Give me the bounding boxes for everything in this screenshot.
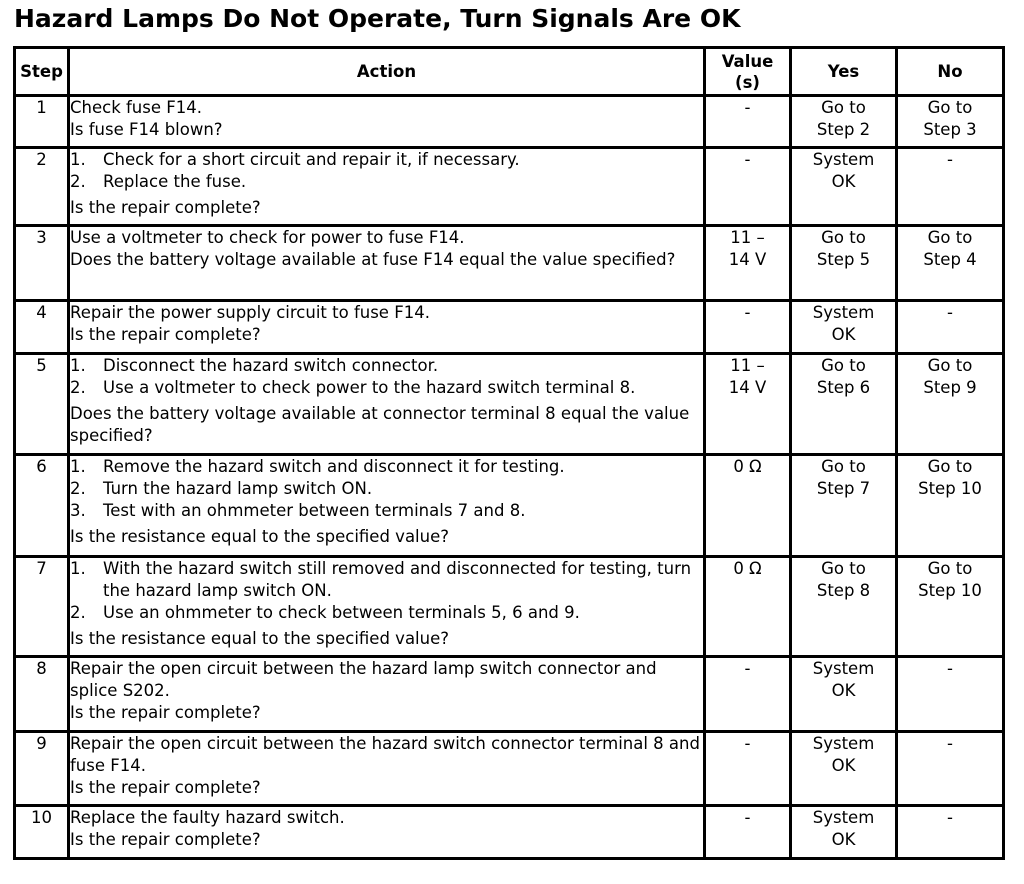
value-cell bbox=[705, 732, 791, 806]
action-cell bbox=[69, 455, 705, 557]
action-line: Is fuse F14 blown? bbox=[70, 120, 223, 139]
action-step-number: 2. bbox=[70, 172, 86, 191]
step-number: 8 bbox=[15, 657, 69, 732]
action-step-text: Test with an ohmmeter between terminals 7 and 8. bbox=[103, 501, 526, 520]
action-step-item bbox=[70, 456, 703, 478]
no-cell-text: - bbox=[947, 303, 953, 322]
step-number: 2 bbox=[15, 148, 69, 226]
step-number: 4 bbox=[15, 301, 69, 354]
no-cell bbox=[897, 354, 1004, 455]
action-step-item bbox=[70, 558, 703, 602]
no-cell bbox=[897, 806, 1004, 859]
yes-cell-text: System OK bbox=[812, 303, 875, 344]
action-cell bbox=[69, 226, 705, 301]
no-cell bbox=[897, 226, 1004, 301]
header-value-label: Value (s) bbox=[721, 51, 774, 92]
value-cell bbox=[705, 96, 791, 148]
table-row bbox=[15, 301, 1004, 354]
yes-cell bbox=[791, 354, 897, 455]
value-cell bbox=[705, 806, 791, 859]
action-line: Use a voltmeter to check for power to fuse F14. bbox=[70, 228, 465, 247]
action-step-text: Turn the hazard lamp switch ON. bbox=[103, 479, 373, 498]
table-row bbox=[15, 732, 1004, 806]
action-step-number: 1. bbox=[70, 356, 86, 375]
table-row bbox=[15, 557, 1004, 657]
no-cell bbox=[897, 732, 1004, 806]
action-line: Repair the open circuit between the hazard switch connector terminal 8 and fuse F14. bbox=[70, 734, 700, 775]
yes-cell bbox=[791, 301, 897, 354]
action-step-text: Replace the fuse. bbox=[103, 172, 247, 191]
action-steps-list bbox=[70, 456, 703, 522]
value-cell-text: - bbox=[744, 150, 751, 169]
page-title: Hazard Lamps Do Not Operate, Turn Signals Are OK bbox=[14, 4, 741, 33]
value-cell bbox=[705, 354, 791, 455]
table-row bbox=[15, 806, 1004, 859]
table-row bbox=[15, 354, 1004, 455]
yes-cell-text: Go to Step 7 bbox=[816, 457, 871, 498]
action-line: Does the battery voltage available at fuse F14 equal the value specified? bbox=[70, 250, 676, 269]
action-question: Does the battery voltage available at connector terminal 8 equal the value specified? bbox=[70, 404, 690, 445]
action-cell bbox=[69, 96, 705, 148]
step-number: 1 bbox=[15, 96, 69, 148]
action-cell bbox=[69, 557, 705, 657]
header-row bbox=[15, 48, 1004, 96]
no-cell bbox=[897, 557, 1004, 657]
yes-cell-text: Go to Step 6 bbox=[816, 356, 871, 397]
action-cell bbox=[69, 148, 705, 226]
action-step-number: 2. bbox=[70, 479, 86, 498]
action-line: Repair the power supply circuit to fuse F14. bbox=[70, 303, 430, 322]
no-cell-text: Go to Step 10 bbox=[918, 457, 982, 498]
table-row bbox=[15, 96, 1004, 148]
action-line: Is the repair complete? bbox=[70, 830, 261, 849]
value-cell-text: - bbox=[744, 734, 751, 753]
table-row bbox=[15, 455, 1004, 557]
value-cell-text: - bbox=[744, 659, 751, 678]
yes-cell-text: Go to Step 2 bbox=[816, 98, 871, 139]
diagnostic-table bbox=[13, 46, 1005, 860]
no-cell-text: - bbox=[947, 150, 953, 169]
yes-cell-text: Go to Step 5 bbox=[816, 228, 871, 269]
action-question: Is the resistance equal to the specified value? bbox=[70, 629, 450, 648]
action-step-number: 3. bbox=[70, 501, 86, 520]
table-row bbox=[15, 148, 1004, 226]
action-steps-list bbox=[70, 149, 703, 193]
step-number: 3 bbox=[15, 226, 69, 301]
header-action: Action bbox=[69, 48, 705, 96]
yes-cell bbox=[791, 148, 897, 226]
no-cell bbox=[897, 301, 1004, 354]
action-cell bbox=[69, 732, 705, 806]
action-step-text: With the hazard switch still removed and disconnected for testing, turn the hazard lamp switch ON. bbox=[103, 559, 692, 600]
action-question: Is the resistance equal to the specified value? bbox=[70, 527, 450, 546]
action-step-number: 1. bbox=[70, 150, 86, 169]
yes-cell bbox=[791, 657, 897, 732]
action-step-item bbox=[70, 602, 703, 624]
action-line: Is the repair complete? bbox=[70, 325, 261, 344]
table-row bbox=[15, 657, 1004, 732]
no-cell-text: Go to Step 9 bbox=[923, 356, 977, 397]
step-number: 9 bbox=[15, 732, 69, 806]
yes-cell bbox=[791, 557, 897, 657]
action-line: Check fuse F14. bbox=[70, 98, 202, 117]
yes-cell-text: System OK bbox=[812, 808, 875, 849]
action-steps-list bbox=[70, 558, 703, 624]
action-step-item bbox=[70, 478, 703, 500]
step-number: 10 bbox=[15, 806, 69, 859]
no-cell bbox=[897, 657, 1004, 732]
action-step-number: 2. bbox=[70, 603, 86, 622]
step-number: 6 bbox=[15, 455, 69, 557]
action-cell bbox=[69, 301, 705, 354]
action-line: Is the repair complete? bbox=[70, 703, 261, 722]
action-cell bbox=[69, 657, 705, 732]
value-cell-text: 0 Ω bbox=[733, 457, 762, 476]
action-step-item bbox=[70, 149, 703, 171]
action-step-number: 1. bbox=[70, 457, 86, 476]
value-cell-text: - bbox=[744, 808, 751, 827]
header-value bbox=[705, 48, 791, 96]
action-step-number: 2. bbox=[70, 378, 86, 397]
yes-cell-text: Go to Step 8 bbox=[816, 559, 871, 600]
value-cell-text: - bbox=[744, 98, 751, 117]
action-question: Is the repair complete? bbox=[70, 198, 261, 217]
value-cell bbox=[705, 301, 791, 354]
action-line: Replace the faulty hazard switch. bbox=[70, 808, 345, 827]
action-step-number: 1. bbox=[70, 559, 86, 578]
no-cell-text: - bbox=[947, 808, 953, 827]
value-cell-text: 11 – 14 V bbox=[728, 228, 767, 269]
no-cell-text: Go to Step 3 bbox=[923, 98, 977, 139]
no-cell bbox=[897, 148, 1004, 226]
value-cell bbox=[705, 557, 791, 657]
action-cell bbox=[69, 806, 705, 859]
yes-cell bbox=[791, 226, 897, 301]
action-step-text: Check for a short circuit and repair it, if necessary. bbox=[103, 150, 520, 169]
action-line: Is the repair complete? bbox=[70, 778, 261, 797]
header-yes: Yes bbox=[791, 48, 897, 96]
yes-cell bbox=[791, 732, 897, 806]
yes-cell-text: System OK bbox=[812, 734, 875, 775]
action-line: Repair the open circuit between the hazard lamp switch connector and splice S202. bbox=[70, 659, 657, 700]
action-step-item bbox=[70, 500, 703, 522]
value-cell bbox=[705, 455, 791, 557]
step-number: 5 bbox=[15, 354, 69, 455]
action-step-text: Disconnect the hazard switch connector. bbox=[103, 356, 439, 375]
action-step-text: Use an ohmmeter to check between terminals 5, 6 and 9. bbox=[103, 603, 580, 622]
yes-cell-text: System OK bbox=[812, 150, 875, 191]
no-cell bbox=[897, 96, 1004, 148]
yes-cell bbox=[791, 96, 897, 148]
value-cell-text: 11 – 14 V bbox=[728, 356, 767, 397]
header-no: No bbox=[897, 48, 1004, 96]
header-step: Step bbox=[15, 48, 69, 96]
step-number: 7 bbox=[15, 557, 69, 657]
no-cell-text: Go to Step 4 bbox=[923, 228, 977, 269]
no-cell bbox=[897, 455, 1004, 557]
value-cell bbox=[705, 226, 791, 301]
yes-cell-text: System OK bbox=[812, 659, 875, 700]
no-cell-text: - bbox=[947, 659, 953, 678]
no-cell-text: Go to Step 10 bbox=[918, 559, 982, 600]
value-cell bbox=[705, 657, 791, 732]
value-cell-text: 0 Ω bbox=[733, 559, 762, 578]
yes-cell bbox=[791, 806, 897, 859]
value-cell bbox=[705, 148, 791, 226]
action-steps-list bbox=[70, 355, 703, 399]
action-cell bbox=[69, 354, 705, 455]
action-step-item bbox=[70, 171, 703, 193]
action-step-text: Remove the hazard switch and disconnect it for testing. bbox=[103, 457, 565, 476]
action-step-item bbox=[70, 377, 703, 399]
no-cell-text: - bbox=[947, 734, 953, 753]
table-row bbox=[15, 226, 1004, 301]
action-step-text: Use a voltmeter to check power to the hazard switch terminal 8. bbox=[103, 378, 636, 397]
action-step-item bbox=[70, 355, 703, 377]
value-cell-text: - bbox=[744, 303, 751, 322]
yes-cell bbox=[791, 455, 897, 557]
